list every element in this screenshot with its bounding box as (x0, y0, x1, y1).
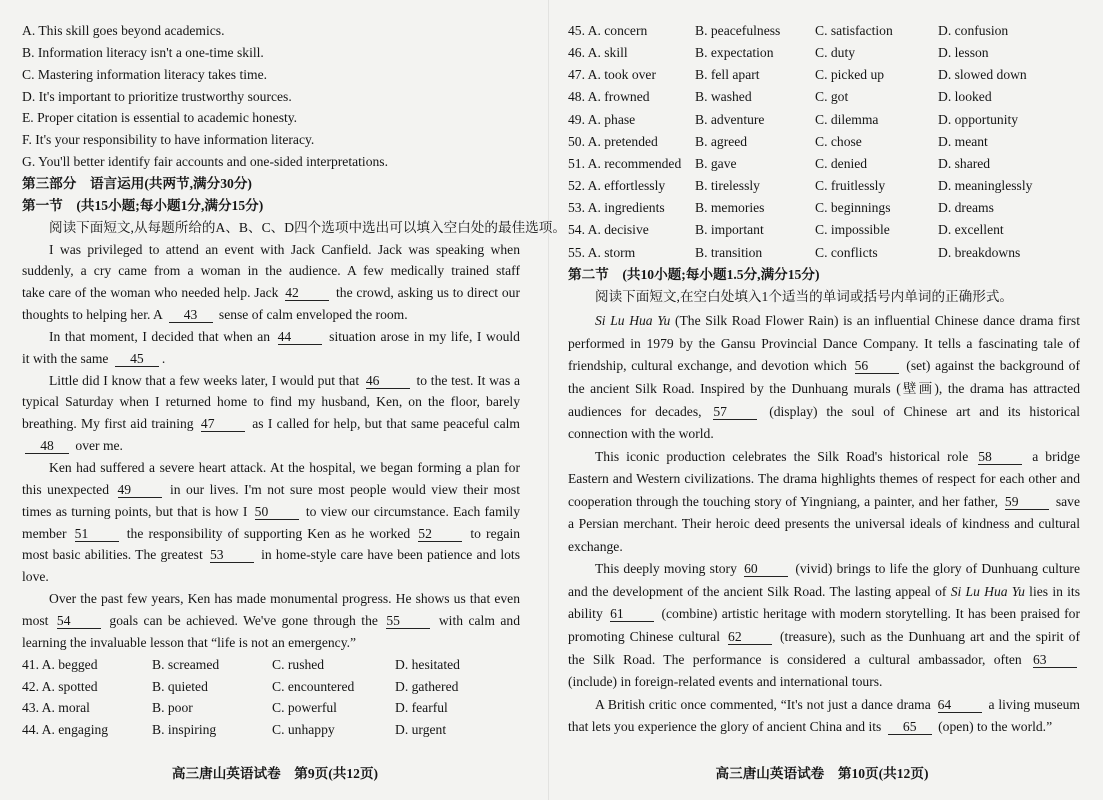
passage-line (22, 436, 520, 456)
line-text: (display) the soul of Chinese art and its historical (760, 403, 1080, 419)
line-text: most basic abilities. The greatest (22, 547, 207, 563)
passage-line (568, 604, 1080, 624)
answer-option[interactable]: 44. A. engaging (22, 722, 109, 738)
line-text: this unexpected (22, 481, 115, 497)
italic-title-text: Si Lu Hua Yu (595, 313, 671, 329)
line-text: (vivid) brings to life the glory of Dunhuang culture (791, 561, 1080, 577)
passage-line (22, 589, 520, 609)
answer-blank[interactable]: 58 (978, 449, 1022, 465)
line-text: 阅读下面短文,从每题所给的A、B、C、D四个选项中选出可以填入空白处的最佳选项。 (49, 219, 566, 235)
answer-blank[interactable]: 42 (285, 285, 329, 301)
answer-blank[interactable]: 54 (57, 613, 101, 629)
answer-option[interactable]: B. tirelessly (695, 178, 760, 194)
answer-blank[interactable]: 62 (728, 629, 772, 645)
answer-option[interactable]: 51. A. recommended (568, 155, 682, 171)
line-text: (treasure), such as the Dunhuang art and the spirit of (775, 629, 1080, 644)
passage-line (22, 392, 520, 412)
answer-blank[interactable]: 57 (713, 404, 757, 420)
line-text: 第一节 (共15小题;每小题1分,满分15分) (22, 197, 264, 213)
line-text: goals can be achieved. We've gone through the (103, 612, 384, 628)
passage-line (22, 524, 520, 544)
page-9-footer: 高三唐山英语试卷 第9页(共12页) (171, 766, 379, 781)
answer-blank[interactable]: 59 (1005, 494, 1049, 510)
answer-blank[interactable]: 48 (25, 438, 69, 454)
line-text: A. This skill goes beyond academics. (22, 23, 225, 38)
option-sentence (22, 43, 520, 63)
line-text: in our lives. I'm not sure most people would view their most (169, 481, 520, 497)
line-text: thoughts to helping her. A (22, 307, 166, 323)
answer-option[interactable]: B. expectation (695, 45, 774, 61)
passage-line (568, 672, 1080, 692)
answer-blank[interactable]: 52 (418, 526, 462, 542)
answer-option[interactable]: D. dreams (938, 200, 994, 216)
passage-line (568, 311, 1080, 331)
line-text: This iconic production celebrates the Silk Road's historical role (595, 448, 976, 464)
line-text: as I called for help, but that same peaceful calm (247, 416, 520, 432)
answer-option[interactable]: 48. A. frowned (568, 89, 650, 105)
answer-option[interactable]: D. confusion (938, 23, 1009, 38)
answer-blank[interactable]: 44 (278, 329, 322, 345)
answer-option[interactable]: D. urgent (395, 722, 447, 738)
line-text: breathing. My first aid training (22, 416, 198, 432)
italic-title-text: Si Lu Hua Yu (950, 583, 1025, 599)
line-text: G. You'll better identify fair accounts and one-sided interpretations. (22, 154, 388, 170)
answer-option[interactable]: B. transition (695, 244, 763, 260)
answer-blank[interactable]: 61 (610, 606, 654, 622)
passage-line (22, 611, 520, 631)
answer-blank[interactable]: 53 (210, 547, 254, 563)
passage-line (568, 537, 1080, 557)
line-text: and the development of the ancient Silk Road. The lasting appeal of (568, 583, 951, 599)
line-text: 第二节 (共10小题;每小题1.5分,满分15分) (568, 267, 820, 282)
answer-option[interactable]: 45. A. concern (568, 23, 648, 38)
answer-option[interactable]: D. fearful (395, 700, 448, 716)
line-text: (include) in foreign-related events and international tours. (568, 674, 883, 690)
answer-option[interactable]: D. meaninglessly (938, 178, 1033, 194)
option-row (22, 720, 520, 740)
option-row (568, 21, 1080, 41)
answer-option[interactable]: D. hesitated (395, 656, 460, 672)
answer-option[interactable]: D. meant (938, 133, 988, 149)
option-row (568, 243, 1080, 263)
answer-option[interactable]: C. unhappy (272, 722, 335, 738)
line-text: it with the same (22, 350, 112, 366)
answer-option[interactable]: C. fruitlessly (815, 178, 886, 194)
line-text: promoting Chinese cultural (568, 629, 726, 644)
answer-blank[interactable]: 55 (386, 613, 430, 629)
passage-line (22, 305, 520, 325)
line-text: 第三部分 语言运用(共两节,满分30分) (22, 175, 252, 191)
answer-option[interactable]: C. impossible (815, 222, 890, 238)
answer-blank[interactable]: 50 (255, 504, 299, 520)
option-row (568, 198, 1080, 218)
line-text: Over the past few years, Ken has made monumental progress. He shows us that even (49, 591, 520, 607)
passage-line (568, 469, 1080, 489)
passage-line (568, 402, 1080, 422)
line-text: audiences for decades, (568, 403, 711, 419)
option-row (568, 65, 1080, 85)
answer-option[interactable]: 41. A. begged (22, 656, 98, 672)
passage-line (568, 492, 1080, 512)
option-row (568, 220, 1080, 240)
line-text: lies in its (1024, 583, 1080, 599)
answer-option[interactable]: B. fell apart (695, 67, 760, 83)
page-10-footer: 高三唐山英语试卷 第10页(共12页) (715, 766, 929, 781)
line-text: In that moment, I decided that when an (49, 328, 275, 344)
answer-blank[interactable]: 51 (75, 526, 119, 542)
answer-option[interactable]: D. lesson (938, 45, 989, 61)
passage-line (568, 379, 1080, 399)
answer-option[interactable]: B. agreed (695, 133, 748, 149)
section-heading (22, 174, 520, 194)
line-text: the crowd, asking us to direct our (332, 285, 520, 301)
passage-line (22, 261, 520, 281)
answer-option[interactable]: C. dilemma (815, 111, 879, 127)
answer-option[interactable]: C. rushed (272, 656, 325, 672)
answer-blank[interactable]: 47 (201, 416, 245, 432)
line-text: (open) to the world.” (934, 719, 1053, 735)
option-row (22, 677, 520, 697)
option-row (568, 154, 1080, 174)
answer-option[interactable]: 54. A. decisive (568, 222, 649, 238)
answer-blank[interactable]: 63 (1033, 652, 1077, 668)
passage-line (568, 695, 1080, 715)
page-gutter (548, 0, 549, 800)
answer-option[interactable]: D. breakdowns (938, 244, 1021, 260)
answer-option[interactable]: C. picked up (815, 67, 885, 83)
answer-blank[interactable]: 43 (169, 307, 213, 323)
answer-option[interactable]: D. shared (938, 155, 991, 171)
option-row (568, 43, 1080, 63)
line-text: the responsibility of supporting Ken as he worked (121, 525, 416, 541)
passage-line (22, 327, 520, 347)
answer-blank[interactable]: 49 (118, 482, 162, 498)
answer-option[interactable]: B. quieted (152, 678, 208, 694)
answer-blank[interactable]: 56 (855, 358, 899, 374)
answer-option[interactable]: D. looked (938, 89, 992, 105)
line-text: the ancient Silk Road. Inspired by the Dunhuang murals (壁画), the drama has attracted (568, 380, 1080, 396)
answer-option[interactable]: D. gathered (395, 678, 459, 694)
passage-line (568, 424, 1080, 444)
line-text: connection with the world. (568, 426, 714, 442)
line-text: typical Saturday when I returned home to find my husband, Ken, on the floor, barely (22, 394, 520, 410)
answer-blank[interactable]: 65 (888, 719, 932, 735)
line-text: performed in 1979 by the Gansu Provincial Dance Company. It tells a fascinating tale of (568, 335, 1080, 351)
line-text: a living museum (984, 696, 1080, 712)
line-text: D. It's important to prioritize trustworthy sources. (22, 88, 292, 104)
answer-option[interactable]: C. beginnings (815, 200, 891, 216)
option-sentence (22, 152, 520, 172)
passage-line (22, 283, 520, 303)
answer-option[interactable]: C. chose (815, 133, 862, 149)
passage-line (22, 458, 520, 478)
answer-option[interactable]: 50. A. pretended (568, 133, 658, 149)
passage-line (22, 633, 520, 653)
line-text: I was privileged to attend an event with Jack Canfield. Jack was speaking when (49, 241, 520, 257)
line-text: to regain (470, 525, 520, 541)
line-text: in home-style care have been patience and lots (261, 547, 520, 563)
passage-line (22, 567, 520, 587)
passage-line (22, 218, 566, 238)
line-text: E. Proper citation is essential to academic honesty. (22, 110, 298, 126)
line-text: situation arose in my life, I would (329, 328, 520, 344)
answer-option[interactable]: 55. A. storm (568, 244, 636, 260)
line-text: take care of the woman who needed help. Jack (22, 285, 283, 301)
line-text: ability (568, 606, 608, 622)
answer-option[interactable]: C. denied (815, 155, 868, 171)
line-text: suddenly, a cry came from a woman in the audience. A few medically trained staff (22, 263, 520, 279)
line-text: F. It's your responsibility to have information literacy. (22, 132, 315, 148)
answer-option[interactable]: C. duty (815, 45, 856, 61)
answer-blank[interactable]: 46 (366, 373, 410, 389)
passage-line (568, 287, 1080, 307)
option-row (568, 87, 1080, 107)
passage-line (22, 414, 520, 434)
passage-line (22, 545, 520, 565)
line-text: This deeply moving story (595, 561, 742, 577)
page-9 (22, 0, 566, 800)
option-row (568, 132, 1080, 152)
answer-option[interactable]: 42. A. spotted (22, 678, 98, 694)
line-text: with calm and (438, 612, 520, 628)
line-text: Ken had suffered a severe heart attack. At the hospital, we began forming a plan for (49, 460, 520, 475)
line-text: over me. (72, 438, 123, 454)
passage-line (568, 514, 1080, 534)
answer-blank[interactable]: 45 (115, 351, 159, 367)
answer-option[interactable]: C. encountered (272, 678, 355, 694)
line-text: to the test. It was a (412, 372, 520, 388)
passage-line (22, 371, 520, 391)
section-heading (568, 265, 1080, 285)
passage-line (568, 650, 1080, 670)
option-row (22, 698, 520, 718)
answer-option[interactable]: B. important (695, 222, 764, 238)
line-text: (set) against the background of (901, 358, 1080, 374)
passage-line (568, 582, 1080, 602)
line-text: cooperation through the touching story of Yingniang, a painter, and her father, (568, 493, 1002, 509)
option-sentence (22, 65, 520, 85)
passage-line (22, 502, 520, 522)
answer-option[interactable]: C. powerful (272, 700, 337, 716)
answer-option[interactable]: 53. A. ingredients (568, 200, 665, 216)
option-sentence (22, 130, 520, 150)
section-heading (22, 196, 520, 216)
line-text: (The Silk Road Flower Rain) is an influential Chinese dance drama first (670, 313, 1080, 329)
answer-option[interactable]: B. washed (695, 89, 752, 105)
passage-line (568, 559, 1080, 579)
line-text: B. Information literacy isn't a one-time skill. (22, 44, 264, 60)
line-text: 阅读下面短文,在空白处填入1个适当的单词或括号内单词的正确形式。 (595, 289, 1014, 305)
answer-option[interactable]: B. poor (152, 700, 193, 716)
option-sentence (22, 21, 520, 41)
line-text: save (1051, 493, 1080, 509)
answer-option[interactable]: 49. A. phase (568, 111, 636, 127)
answer-option[interactable]: C. conflicts (815, 244, 878, 260)
passage-line (568, 717, 1080, 737)
line-text: the Silk Road. The performance is considered a cultural ambassador, often (568, 651, 1030, 667)
answer-option[interactable]: B. peacefulness (695, 23, 781, 38)
passage-line (22, 480, 520, 500)
line-text: a bridge (1032, 448, 1080, 464)
option-sentence (22, 87, 520, 107)
line-text: member (22, 525, 72, 541)
line-text: . (161, 350, 166, 366)
line-text: Eastern and Western civilizations. The drama highlights themes of respect for each other and (568, 471, 1080, 487)
answer-option[interactable]: B. memories (695, 200, 765, 216)
line-text: to view our circumstance. Each family (301, 503, 520, 519)
answer-option[interactable]: D. opportunity (938, 111, 1019, 127)
passage-line (568, 627, 1080, 647)
line-text: exchange. (568, 538, 623, 554)
passage-line (568, 447, 1080, 467)
answer-option[interactable]: C. satisfaction (815, 23, 893, 38)
option-sentence (22, 108, 520, 128)
line-text: love. (22, 569, 49, 585)
line-text: friendship, cultural exchange, and devotion which (568, 358, 852, 374)
answer-blank[interactable]: 64 (938, 697, 982, 713)
passage-line (568, 356, 1080, 376)
answer-option[interactable]: D. slowed down (938, 67, 1027, 83)
passage-line (568, 334, 1080, 354)
answer-option[interactable]: B. adventure (695, 111, 765, 127)
line-text: most (22, 612, 54, 628)
answer-option[interactable]: B. gave (695, 155, 737, 171)
line-text: A British critic once commented, “It's not just a dance drama (595, 696, 935, 712)
line-text: that lets you experience the glory of ancient China and its (568, 719, 885, 735)
line-text: C. Mastering information literacy takes time. (22, 66, 267, 82)
option-row (22, 655, 520, 675)
answer-option[interactable]: B. inspiring (152, 722, 217, 738)
line-text: times as turning points, but that is how I (22, 503, 252, 519)
page-10 (568, 0, 1080, 800)
line-text: Little did I know that a few weeks later, I would put that (49, 372, 363, 388)
answer-option[interactable]: 47. A. took over (568, 67, 656, 83)
answer-option[interactable]: 52. A. effortlessly (568, 178, 666, 194)
passage-line (22, 240, 520, 260)
answer-option[interactable]: B. screamed (152, 656, 220, 672)
answer-blank[interactable]: 60 (744, 561, 788, 577)
line-text: learning the invaluable lesson that “life is not an emergency.” (22, 634, 357, 650)
line-text: a Persian merchant. Their heroic deed presents the universal ideals of kindness and cultural (568, 516, 1080, 532)
option-row (568, 176, 1080, 196)
answer-option[interactable]: D. excellent (938, 222, 1004, 238)
answer-option[interactable]: C. got (815, 89, 849, 105)
line-text: sense of calm enveloped the room. (215, 307, 408, 323)
answer-option[interactable]: 43. A. moral (22, 700, 90, 716)
option-row (568, 110, 1080, 130)
line-text: (combine) artistic heritage with modern storytelling. It has been praised for (657, 606, 1080, 622)
answer-option[interactable]: 46. A. skill (568, 45, 628, 61)
passage-line (22, 349, 520, 369)
